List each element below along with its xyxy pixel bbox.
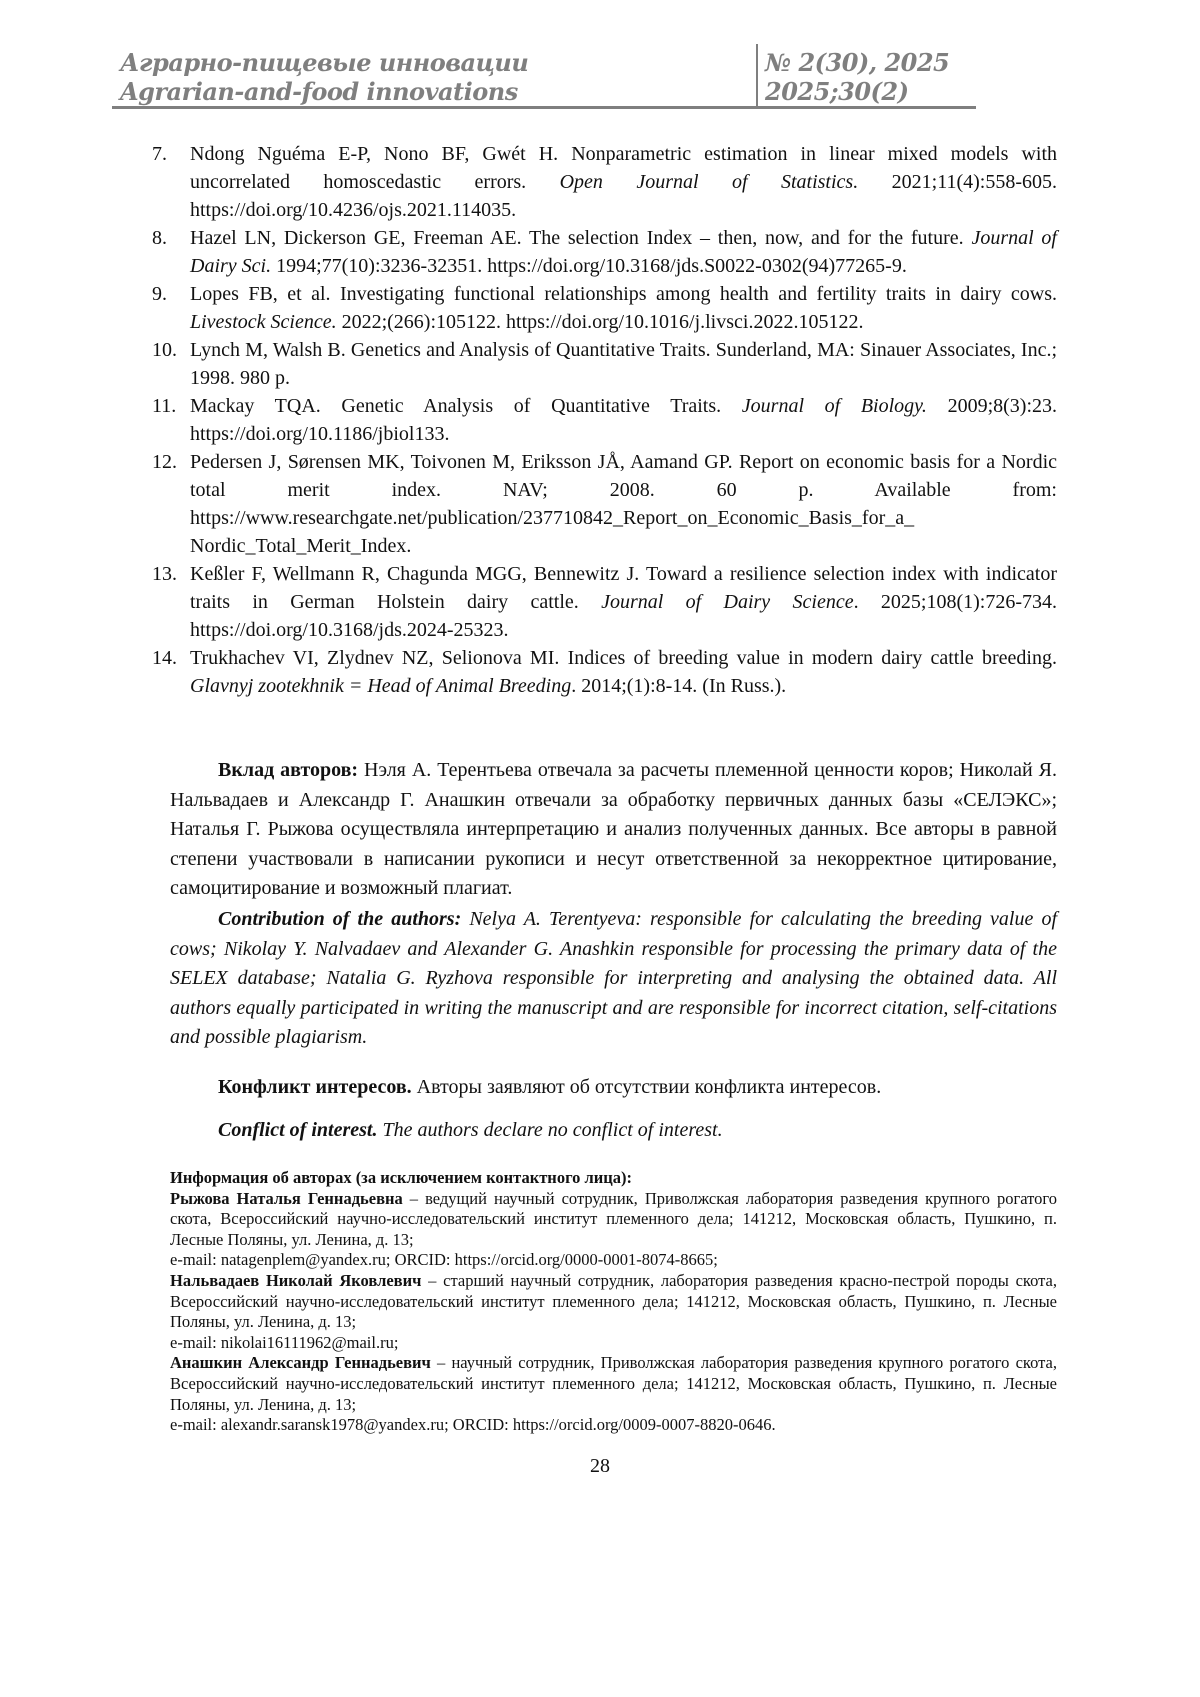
author-entry	[170, 1271, 1057, 1353]
author-address: 141212, Московская область, Пушкино, п. Лесные Поляны, ул. Ленина, д. 13;	[170, 1209, 1057, 1249]
reference-tail: . 2025;108(1):726-734. https://doi.org/10.3168/jds.2024-25323.	[190, 591, 1057, 641]
reference-text	[190, 224, 1057, 280]
header-divider	[756, 44, 758, 108]
author-position: – старший научный сотрудник, лаборатория разведения красно-пестрой породы скота, Всероссийский научно-исследовательский институт племенного дела;	[170, 1271, 1057, 1311]
reference-number: 9.	[152, 280, 190, 336]
reference-text	[190, 336, 1057, 392]
reference-item	[152, 336, 1057, 392]
author-contact: e-mail: nikolai16111962@mail.ru;	[170, 1333, 1057, 1354]
conflict-en	[170, 1116, 1057, 1146]
contribution-en-label: Contribution of the authors:	[218, 908, 461, 930]
author-address: 141212, Московская область, Пушкино, п. Лесные Поляны, ул. Ленина, д. 13;	[170, 1374, 1057, 1414]
reference-body: Keßler F, Wellmann R, Chagunda MGG, Bennewitz J. Toward a resilience selection index with indicator traits in German Holstein dairy cattle.	[190, 563, 1057, 613]
journal-title-en: Agrarian-and-food innovations	[120, 77, 528, 106]
author-name: Анашкин Александр Геннадьевич	[170, 1353, 431, 1372]
document-page	[0, 0, 1200, 1697]
reference-item	[152, 644, 1057, 700]
reference-text	[190, 644, 1057, 700]
author-contact: e-mail: natagenplem@yandex.ru; ORCID: https://orcid.org/0000-0001-8074-8665;	[170, 1250, 1057, 1271]
reference-journal: Journal of Dairy Science	[601, 591, 853, 613]
reference-body: Pedersen J, Sørensen MK, Toivonen M, Eriksson JÅ, Aamand GP. Report on economic basis for a Nordic total merit index. NAV; 2008. 60 p. Available from: https://www.researchgate.net/publication/237710842_Report_on_Economic_Basis_for_a_ Nordic_Total_Merit_Index.	[190, 451, 1057, 557]
reference-number: 13.	[152, 560, 190, 644]
conflict-en-label: Conflict of interest.	[218, 1119, 377, 1141]
author-entry	[170, 1189, 1057, 1271]
reference-item	[152, 448, 1057, 560]
reference-text	[190, 448, 1057, 560]
author-position: – ведущий научный сотрудник, Приволжская лаборатория разведения крупного рогатого скота, Всероссийский научно-исследовательский институт племенного дела;	[170, 1189, 1057, 1229]
authors-info	[170, 1168, 1057, 1436]
page-number: 28	[0, 1455, 1200, 1478]
journal-title	[120, 48, 528, 106]
header-rule	[112, 106, 976, 109]
author-contact: e-mail: alexandr.saransk1978@yandex.ru; ORCID: https://orcid.org/0009-0007-8820-0646.	[170, 1415, 1057, 1436]
author-name: Рыжова Наталья Геннадьевна	[170, 1189, 403, 1208]
reference-item	[152, 224, 1057, 280]
author-entry	[170, 1353, 1057, 1435]
reference-item	[152, 140, 1057, 224]
conflict-en-text: The authors declare no conflict of interest.	[377, 1119, 722, 1141]
authors-list	[170, 1189, 1057, 1436]
reference-journal: Journal of Biology.	[742, 395, 927, 417]
reference-item	[152, 280, 1057, 336]
reference-text	[190, 560, 1057, 644]
reference-journal: Open Journal of Statistics.	[560, 171, 859, 193]
issue-info	[765, 48, 949, 106]
contribution-ru	[170, 756, 1057, 904]
conflict-ru	[170, 1073, 1057, 1103]
reference-list	[152, 140, 1057, 700]
author-name: Нальвадаев Николай Яковлевич	[170, 1271, 421, 1290]
reference-body: Ndong Nguéma E-P, Nono BF, Gwét H. Nonparametric estimation in linear mixed models with uncorrelated homoscedastic errors.	[190, 143, 1057, 193]
reference-body: Lynch M, Walsh B. Genetics and Analysis of Quantitative Traits. Sunderland, MA: Sinauer Associates, Inc.; 1998. 980 p.	[190, 339, 1057, 389]
reference-number: 11.	[152, 392, 190, 448]
reference-body: Mackay TQA. Genetic Analysis of Quantitative Traits.	[190, 395, 742, 417]
authors-info-heading: Информация об авторах (за исключением контактного лица):	[170, 1168, 632, 1187]
reference-body: Hazel LN, Dickerson GE, Freeman AE. The selection Index – then, now, and for the future.	[190, 227, 971, 249]
reference-number: 14.	[152, 644, 190, 700]
issue-code: 2025;30(2)	[765, 77, 949, 106]
reference-item	[152, 392, 1057, 448]
reference-body: Trukhachev VI, Zlydnev NZ, Selionova MI. Indices of breeding value in modern dairy cattle breeding.	[190, 647, 1057, 669]
conflict-ru-text: Авторы заявляют об отсутствии конфликта интересов.	[412, 1076, 882, 1098]
journal-title-ru: Аграрно-пищевые инновации	[120, 48, 528, 77]
contribution-ru-label: Вклад авторов:	[218, 759, 358, 781]
reference-number: 7.	[152, 140, 190, 224]
contribution-en	[170, 905, 1057, 1053]
reference-text	[190, 392, 1057, 448]
contribution-en-text: Nelya A. Terentyeva: responsible for calculating the breeding value of cows; Nikolay Y. Nalvadaev and Alexander G. Anashkin responsible for processing the primary data of the SELEX database; Natalia G. Ryzhova responsible for interpreting and analysing the obtained data. All authors equally participated in writing the manuscript and are responsible for incorrect citation, self-citations and possible plagiarism.	[170, 908, 1057, 1048]
reference-number: 10.	[152, 336, 190, 392]
conflict-ru-label: Конфликт интересов.	[218, 1076, 412, 1098]
reference-text	[190, 140, 1057, 224]
reference-tail: 2009;8(3):23. https://doi.org/10.1186/jbiol133.	[190, 395, 1057, 445]
reference-tail: 2021;11(4):558-605. https://doi.org/10.4236/ojs.2021.114035.	[190, 171, 1057, 221]
author-address: 141212, Московская область, Пушкино, п. Лесные Поляны, ул. Ленина, д. 13;	[170, 1292, 1057, 1332]
reference-body: Lopes FB, et al. Investigating functional relationships among health and fertility traits in dairy cows.	[190, 283, 1057, 305]
author-position: – научный сотрудник, Приволжская лаборатория разведения крупного рогатого скота, Всероссийский научно-исследовательский институт племенного дела;	[170, 1353, 1057, 1393]
reference-text	[190, 280, 1057, 336]
reference-journal: Journal of Dairy Sci.	[190, 227, 1057, 277]
reference-item	[152, 560, 1057, 644]
reference-number: 8.	[152, 224, 190, 280]
reference-tail: 2022;(266):105122. https://doi.org/10.1016/j.livsci.2022.105122.	[337, 311, 864, 333]
reference-journal: Glavnyj zootekhnik = Head of Animal Breeding	[190, 675, 571, 697]
reference-number: 12.	[152, 448, 190, 560]
issue-number: № 2(30), 2025	[765, 48, 949, 77]
contribution-ru-text: Нэля А. Терентьева отвечала за расчеты племенной ценности коров; Николай Я. Нальвадаев и Александр Г. Анашкин отвечали за обработку первичных данных базы «СЕЛЭКС»; Наталья Г. Рыжова осуществляла интерпретацию и анализ полученных данных. Все авторы в равной степени участвовали в написании рукописи и несут ответственной за некорректное цитирование, самоцитирование и возможный плагиат.	[170, 759, 1057, 899]
reference-tail: 1994;77(10):3236-32351. https://doi.org/10.3168/jds.S0022-0302(94)77265-9.	[271, 255, 907, 277]
reference-tail: . 2014;(1):8-14. (In Russ.).	[571, 675, 786, 697]
reference-journal: Livestock Science.	[190, 311, 337, 333]
